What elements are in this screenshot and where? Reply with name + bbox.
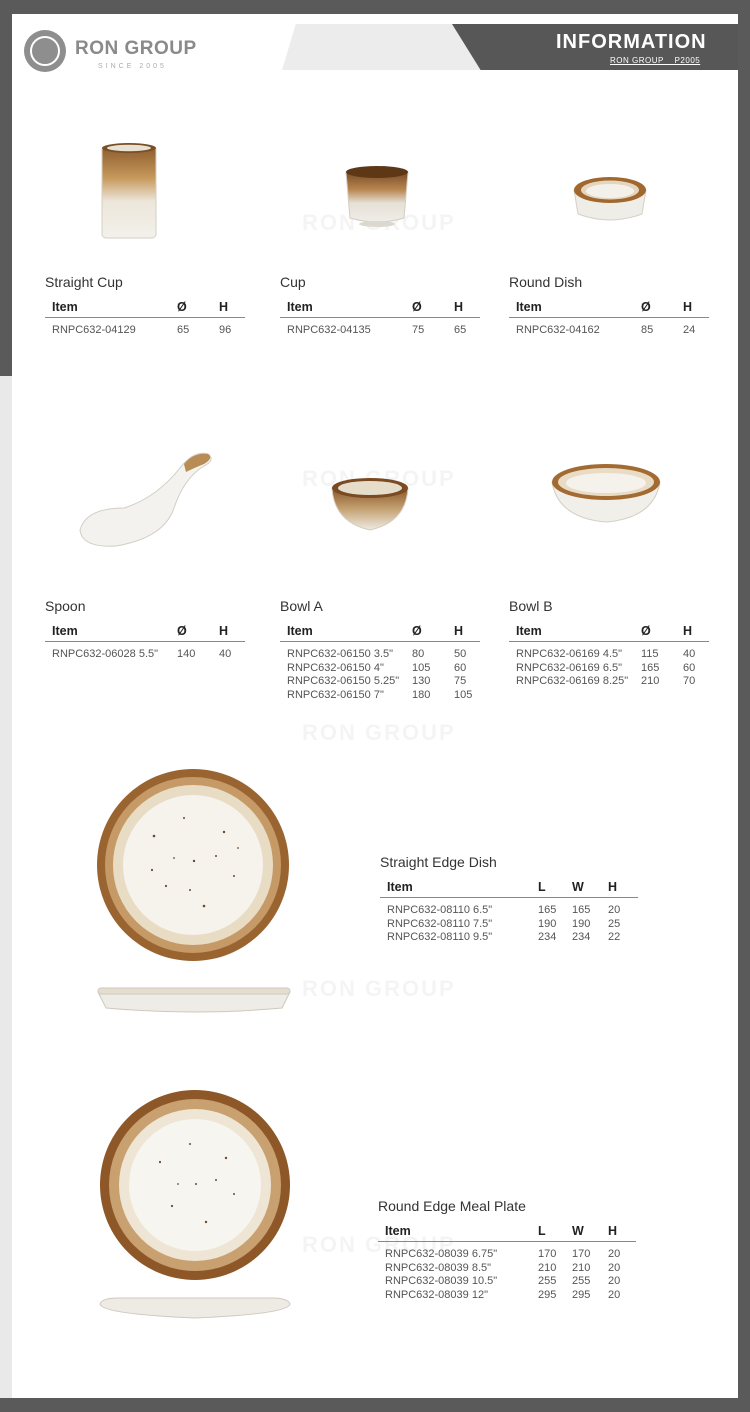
col-header-item: Item (509, 300, 641, 318)
col-header-diameter: Ø (177, 624, 219, 642)
bowl-b-image (550, 460, 662, 526)
spec-table (509, 624, 709, 689)
header-subtitle: RON GROUP P2005 (610, 56, 701, 65)
table-row: RNPC632-08039 8.5" 210 210 20 (385, 1261, 621, 1274)
table-row: RNPC632-06150 5.25" 130 75 (287, 675, 467, 687)
table-row: RNPC632-06028 5.5" 140 40 (52, 648, 232, 660)
brand-since: SINCE 2005 (98, 63, 167, 70)
col-header-height: H (219, 300, 245, 318)
spec-table (380, 880, 638, 945)
table-row: RNPC632-06169 4.5" 115 40 (516, 648, 696, 660)
col-header-item: Item (280, 624, 412, 642)
col-header-length: L (538, 1224, 572, 1242)
table-row: RNPC632-06150 4" 105 60 (287, 661, 467, 674)
side-strip (0, 376, 12, 1398)
straight-edge-dish-side-image (96, 984, 292, 1018)
table-row: RNPC632-04129 65 96 (52, 324, 232, 336)
col-header-item: Item (380, 880, 538, 898)
product-cup (280, 274, 480, 338)
col-header-item: Item (280, 300, 412, 318)
col-header-item: Item (509, 624, 641, 642)
header-title: INFORMATION (556, 31, 707, 53)
product-name: Bowl A (280, 598, 323, 614)
table-row: RNPC632-06150 7" 180 105 (287, 688, 473, 701)
col-header-height: H (683, 300, 709, 318)
product-round-dish (509, 274, 709, 338)
col-header-height: H (608, 1224, 636, 1242)
product-round-edge-meal-plate (378, 1198, 636, 1302)
spec-table (45, 624, 245, 662)
spoon-image (76, 438, 216, 550)
table-row: RNPC632-08110 6.5" 165 165 20 (387, 904, 621, 916)
brand-name: RON GROUP (75, 38, 197, 59)
product-name: Spoon (45, 598, 86, 614)
table-row: RNPC632-08110 7.5" 190 190 25 (387, 917, 621, 930)
col-header-diameter: Ø (641, 624, 683, 642)
product-spoon (45, 598, 245, 662)
product-name: Round Dish (509, 274, 583, 290)
cup-image (342, 164, 412, 228)
table-row: RNPC632-06169 8.25" 210 70 (516, 675, 696, 687)
watermark (302, 720, 456, 746)
col-header-diameter: Ø (641, 300, 683, 318)
product-name: Bowl B (509, 598, 553, 614)
col-header-diameter: Ø (177, 300, 219, 318)
col-header-width: W (572, 1224, 608, 1242)
straight-edge-dish-top-image (94, 766, 292, 964)
product-bowl-a (280, 598, 480, 702)
col-header-item: Item (45, 300, 177, 318)
table-row: RNPC632-08039 10.5" 255 255 20 (385, 1275, 621, 1287)
table-row: RNPC632-04135 75 65 (287, 324, 467, 336)
round-edge-meal-plate-top-image (98, 1088, 292, 1282)
spec-table (509, 300, 709, 338)
spec-table (45, 300, 245, 338)
col-header-height: H (608, 880, 638, 898)
product-straight-cup (45, 274, 245, 338)
col-header-length: L (538, 880, 572, 898)
col-header-height: H (454, 300, 480, 318)
col-header-height: H (683, 624, 709, 642)
spec-table (280, 300, 480, 338)
straight-cup-image (96, 140, 162, 242)
product-name: Round Edge Meal Plate (378, 1198, 526, 1214)
catalog-sheet (12, 14, 738, 1398)
spec-table (280, 624, 480, 702)
col-header-height: H (454, 624, 480, 642)
product-bowl-b (509, 598, 709, 689)
spec-table (378, 1224, 636, 1302)
brand-logo-icon (24, 30, 66, 72)
product-name: Straight Cup (45, 274, 123, 290)
product-straight-edge-dish (380, 854, 638, 945)
round-edge-meal-plate-side-image (98, 1294, 292, 1324)
table-row: RNPC632-06169 6.5" 165 60 (516, 661, 696, 674)
table-row: RNPC632-08039 6.75" 170 170 20 (385, 1248, 621, 1260)
product-name: Straight Edge Dish (380, 854, 497, 870)
col-header-item: Item (378, 1224, 538, 1242)
col-header-diameter: Ø (412, 624, 454, 642)
table-row: RNPC632-08110 9.5" 234 234 22 (387, 931, 621, 943)
col-header-height: H (219, 624, 245, 642)
col-header-item: Item (45, 624, 177, 642)
bowl-a-image (328, 472, 412, 538)
product-name: Cup (280, 274, 306, 290)
table-row: RNPC632-06150 3.5" 80 50 (287, 648, 467, 660)
table-row: RNPC632-04162 85 24 (516, 324, 696, 336)
round-dish-image (572, 174, 648, 224)
col-header-diameter: Ø (412, 300, 454, 318)
col-header-width: W (572, 880, 608, 898)
table-row: RNPC632-08039 12" 295 295 20 (385, 1288, 621, 1301)
watermark (302, 976, 456, 1002)
